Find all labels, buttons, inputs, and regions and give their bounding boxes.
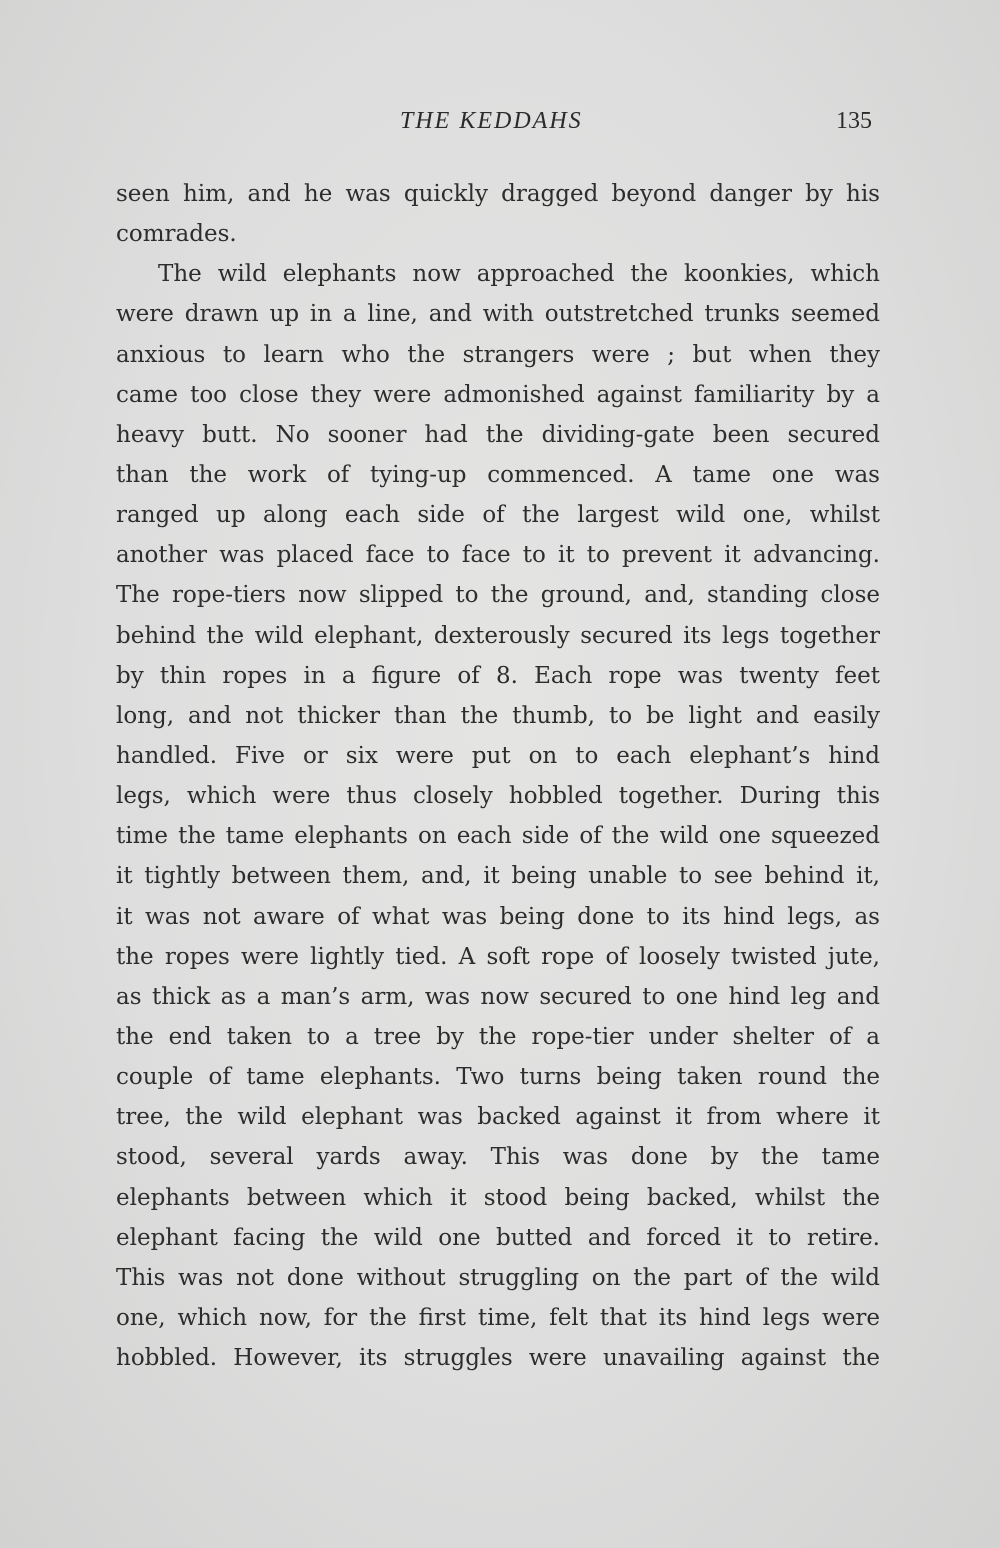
text-line: couple of tame elephants. Two turns being taken round the [116, 1064, 880, 1091]
text-line: the ropes were lightly tied. A soft rope of loosely twisted jute, [116, 943, 880, 970]
text-line: elephant facing the wild one butted and forced it to retire. [116, 1224, 880, 1251]
text-line: one, which now, for the first time, felt that its hind legs were [116, 1304, 880, 1331]
text-line: hobbled. However, its struggles were unavailing against the [116, 1345, 880, 1372]
text-line: behind the wild elephant, dexterously secured its legs together [116, 622, 880, 649]
text-line: elephants between which it stood being backed, whilst the [116, 1184, 880, 1211]
text-line: it was not aware of what was being done to its hind legs, as [116, 903, 880, 930]
text-line: than the work of tying-up commenced. A tame one was [116, 461, 880, 488]
text-line: handled. Five or six were put on to each elephant’s hind [116, 742, 880, 769]
body-text [116, 174, 880, 1378]
text-line: the end taken to a tree by the rope-tier under shelter of a [116, 1023, 880, 1050]
text-line: stood, several yards away. This was done by the tame [116, 1144, 880, 1171]
text-line: seen him, and he was quickly dragged beyond danger by his [116, 181, 880, 207]
text-line: heavy butt. No sooner had the dividing-gate been secured [116, 421, 880, 448]
page-number: 135 [836, 108, 872, 134]
text-line: long, and not thicker than the thumb, to be light and easily [116, 702, 880, 729]
page-header [0, 108, 1000, 144]
text-line: time the tame elephants on each side of the wild one squeezed [116, 823, 880, 850]
text-line: were drawn up in a line, and with outstretched trunks seemed [116, 301, 880, 328]
text-line: as thick as a man’s arm, was now secured to one hind leg and [116, 983, 880, 1010]
text-line: by thin ropes in a figure of 8. Each rope was twenty feet [116, 662, 880, 689]
text-line: tree, the wild elephant was backed against it from where it [116, 1104, 880, 1131]
text-line: ranged up along each side of the largest wild one, whilst [116, 502, 880, 529]
running-title: THE KEDDAHS [400, 108, 583, 134]
text-line: came too close they were admonished against familiarity by a [116, 381, 880, 408]
text-line: it tightly between them, and, it being unable to see behind it, [116, 863, 880, 890]
text-line: The rope-tiers now slipped to the ground, and, standing close [116, 582, 880, 609]
text-line: another was placed face to face to it to prevent it advancing. [116, 542, 880, 569]
text-line: anxious to learn who the strangers were ; but when they [116, 341, 880, 368]
text-line: This was not done without struggling on the part of the wild [116, 1264, 880, 1291]
text-line: comrades. [116, 221, 237, 248]
text-line: legs, which were thus closely hobbled together. During this [116, 783, 880, 810]
text-line: The wild elephants now approached the koonkies, which [158, 261, 880, 288]
